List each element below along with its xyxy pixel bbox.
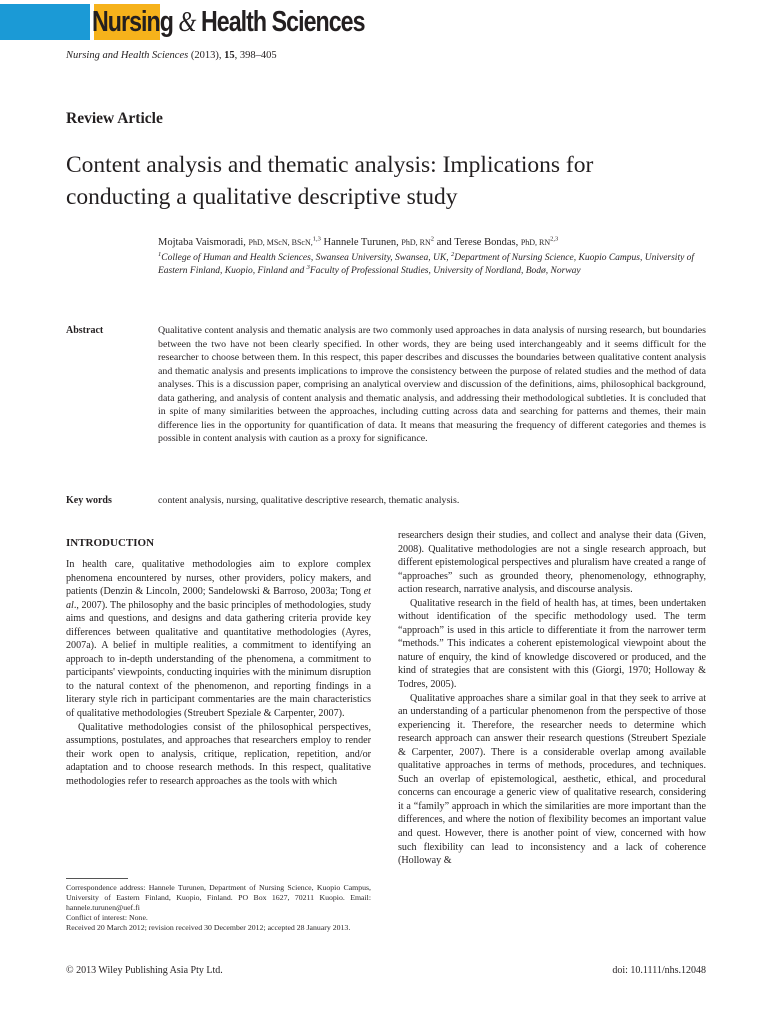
footnote-block xyxy=(66,883,371,933)
footer-copyright: © 2013 Wiley Publishing Asia Pty Ltd. xyxy=(66,965,223,976)
author-list xyxy=(158,236,706,250)
p1-part-b: ., 2007). The philosophy and the basic principles of methodologies, study aims and questions, and designs and data gathering criteria provide key differences between qualitative and quantitative methodologies (Ayres, 2007a). A belief in multiple realities, a commitment to identifying an approach to in-depth understanding of the phenomena, a commitment to participants' viewpoints, conducting inquiries with the minimum disruption to the natural context of the phenomenon, and reporting findings in a literary style rich in participant commentaries are the main characteristics of qualitative methodologies (Streubert Speziale & Carpenter, 2007). xyxy=(66,599,371,720)
affiliation-1: College of Human and Health Sciences, Swansea University, Swansea, UK, xyxy=(161,253,449,263)
keywords-text: content analysis, nursing, qualitative descriptive research, thematic analysis. xyxy=(158,495,460,506)
aff-2-sup: 2 xyxy=(450,250,455,258)
author-1-sup: 1,3 xyxy=(312,235,321,243)
body-paragraph-5: Qualitative approaches share a similar goal in that they seek to arrive at an understanding of a particular phenomenon from the perspective of those experiencing it. Therefore, the researcher needs to determine which research approach can answer their research questions (Streubert Speziale & Carpenter, 2007). There is a considerable overlap among available qualitative approaches in terms of methods, procedures, and techniques. Such an overlap of epistemological, aesthetic, ethical, and procedural concerns can encourage a generic view of qualitative research, considering it a “family” approach in which the similarities are more important than the differences, and where the notion of flexibility becomes an important value and quest. However, there is another point of view, concerned with how such flexibility can lead to inconsistency and a lack of coherence (Holloway & xyxy=(398,692,706,867)
abstract-label: Abstract xyxy=(66,325,104,336)
affiliation-3: Faculty of Professional Studies, University of Nordland, Bodø, Norway xyxy=(309,266,581,276)
author-and: and xyxy=(436,237,452,248)
p1-part-a: In health care, qualitative methodologies aim to explore complex phenomena encountered by nurses, other providers, policy makers, and patients (Denzin & Lincoln, 2000; Sandelowski & Barroso, 2003a; Tong xyxy=(66,559,371,598)
citation-year: (2013), xyxy=(190,50,222,61)
author-3-name: Terese Bondas, xyxy=(454,237,519,248)
title-line-2: conducting a qualitative descriptive study xyxy=(66,184,458,210)
journal-logo xyxy=(0,0,768,45)
title-line-1: Content analysis and thematic analysis: Implications for xyxy=(66,152,594,178)
aff-3-sup: 3 xyxy=(306,263,310,271)
keywords-label: Key words xyxy=(66,495,112,506)
citation-journal: Nursing and Health Sciences xyxy=(66,50,189,61)
author-2-degrees: PhD, RN xyxy=(401,238,431,247)
section-heading-introduction: INTRODUCTION xyxy=(66,537,155,549)
logo-part1: Nursing xyxy=(92,6,173,38)
body-column-left xyxy=(66,536,371,788)
author-3-degrees: PhD, RN xyxy=(520,238,551,247)
journal-citation xyxy=(66,50,277,61)
logo-blue-block xyxy=(0,4,90,40)
author-affiliations xyxy=(158,252,706,278)
article-type: Review Article xyxy=(66,110,163,127)
logo-part2: Health Sciences xyxy=(201,6,365,38)
affiliation-2: Department of Nursing Science, Kuopio Campus, University of Eastern Finland, Kuopio, Finland and xyxy=(158,253,695,276)
body-column-right xyxy=(398,529,706,868)
body-paragraph-3: researchers design their studies, and collect and analyse their data (Given, 2008). Qualitative methodologies are not a single research approach, but different epistemological perspectives and pluralism have created a range of “approaches” such as grounded theory, phenomenology, ethnography, action research, narrative analysis, and discourse analysis. xyxy=(398,530,706,596)
journal-logo-text xyxy=(92,3,365,41)
footer-doi[interactable]: doi: 10.1111/nhs.12048 xyxy=(612,965,706,976)
footnote-rule xyxy=(66,878,128,879)
article-title xyxy=(66,149,706,213)
body-paragraph-1 xyxy=(66,558,371,721)
citation-volume: 15 xyxy=(224,50,235,61)
abstract-text: Qualitative content analysis and thematic analysis are two commonly used approaches in data analysis of nursing research, but boundaries between the two have not been clearly specified. In other words, they are being used interchangeably and it seems difficult for the researcher to choose between them. In this respect, this paper describes and discusses the boundaries between qualitative content analysis and thematic analysis and presents implications to improve the consistency between the purpose of related studies and the method of data analyses. This is a discussion paper, comprising an analytical overview and discussion of the definitions, aims, philosophical background, data gathering, and analysis of content analysis and thematic analysis, and addressing their methodological subtleties. It is concluded that in spite of many similarities between the approaches, including cutting across data and searching for patterns and themes, their main difference lies in the opportunity for quantification of data. It means that measuring the frequency of different categories and themes is possible in content analysis with caution as a proxy for significance. xyxy=(158,325,706,444)
footnote-correspondence: Correspondence address: Hannele Turunen, Department of Nursing Science, Kuopio Campus, University of Eastern Finland, Kuopio, Finland. PO Box 1627, 70211 Kuopio. Email: hannele.turunen@uef.fi xyxy=(66,883,371,912)
p1-etal: et al xyxy=(66,586,371,611)
author-1-degrees: PhD, MScN, BScN, xyxy=(248,238,313,247)
footnote-conflict: Conflict of interest: None. xyxy=(66,913,148,922)
footnote-dates: Received 20 March 2012; revision received 30 December 2012; accepted 28 January 2013. xyxy=(66,923,351,932)
author-1-name: Mojtaba Vaismoradi, xyxy=(158,237,246,248)
body-paragraph-2: Qualitative methodologies consist of the philosophical perspectives, assumptions, postulates, and approaches that researchers employ to render their work open to analysis, critique, replication, repetition, and/or adaptation and to choose research methods. In this respect, qualitative methodologies refer to research approaches as the tools with which xyxy=(66,721,371,787)
author-3-sup: 2,3 xyxy=(550,235,559,243)
aff-1-sup: 1 xyxy=(158,250,162,258)
body-paragraph-4: Qualitative research in the field of health has, at times, been undertaken without identification of the specific methodology used. The term “approach” is used in this article to differentiate it from the narrower term “methods.” This indicates a coherent epistemological viewpoint about the nature of enquiry, the kind of knowledge discovered or produced, and the kind of strategies that are consistent with this (Giorgi, 1970; Holloway & Todres, 2005). xyxy=(398,597,706,691)
citation-pages: , 398–405 xyxy=(234,50,277,61)
logo-ampersand: & xyxy=(178,6,196,38)
author-2-sup: 2 xyxy=(430,235,434,243)
author-2-name: Hannele Turunen, xyxy=(323,237,399,248)
